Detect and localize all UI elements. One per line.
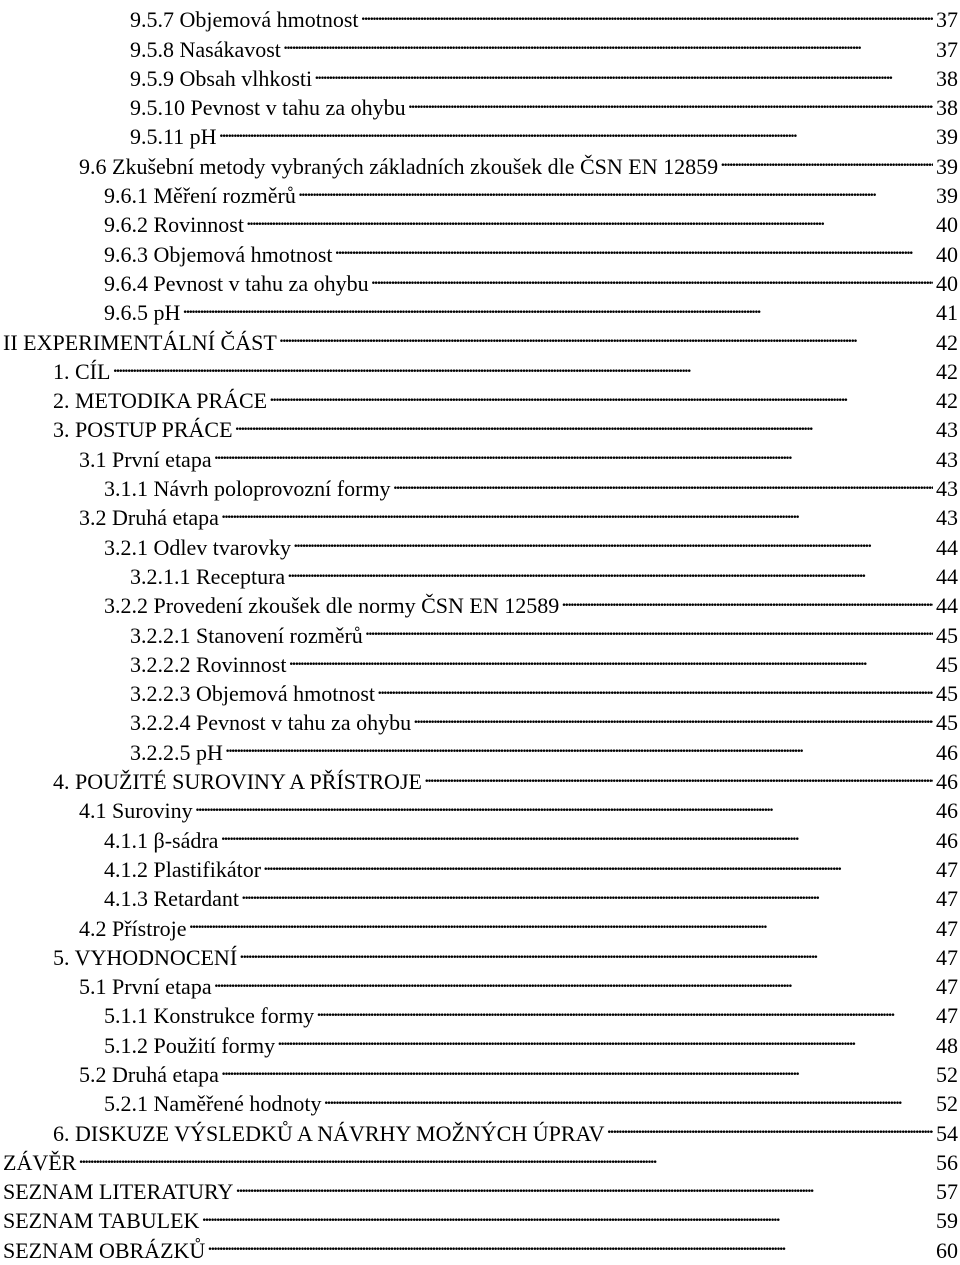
toc-dot-leader: [283, 27, 933, 56]
toc-entry-page-number: 44: [936, 563, 958, 589]
toc-entry-label: SEZNAM TABULEK: [3, 1208, 200, 1234]
toc-dot-leader: [221, 496, 933, 525]
toc-entry-page-number: 57: [936, 1179, 958, 1205]
toc-entry-label: 9.6.2 Rovinnost: [104, 212, 244, 238]
toc-dot-leader: [279, 320, 933, 349]
toc-dot-leader: [277, 1023, 933, 1052]
toc-entry-page-number: 37: [936, 36, 958, 62]
toc-entry-label: 4.1 Suroviny: [79, 798, 193, 824]
toc-dot-leader: [293, 525, 933, 554]
toc-dot-leader: [606, 1111, 933, 1140]
toc-entry-label: 3.2.2.2 Rovinnost: [130, 651, 287, 677]
toc-dot-leader: [288, 643, 933, 672]
toc-entry-page-number: 39: [936, 124, 958, 150]
toc-entry-page-number: 42: [936, 329, 958, 355]
toc-entry[interactable]: [0, 379, 960, 414]
toc-entry-page-number: 39: [936, 183, 958, 209]
toc-entry-page-number: 46: [936, 739, 958, 765]
toc-entry-label: 3. POSTUP PRÁCE: [53, 417, 233, 443]
toc-entry-label: 3.2 Druhá etapa: [79, 505, 219, 531]
toc-entry-label: 5. VYHODNOCENÍ: [53, 944, 238, 970]
toc-entry-page-number: 42: [936, 358, 958, 384]
toc-dot-leader: [246, 203, 933, 232]
toc-dot-leader: [221, 1053, 933, 1082]
toc-entry-label: 3.2.2.1 Stanovení rozměrů: [130, 622, 363, 648]
toc-dot-leader: [263, 848, 933, 877]
toc-dot-leader: [182, 291, 933, 320]
toc-entry-label: 6. DISKUZE VÝSLEDKŮ A NÁVRHY MOŽNÝCH ÚPRAV: [53, 1120, 605, 1146]
toc-entry-label: 9.5.9 Obsah vlhkosti: [130, 65, 313, 91]
toc-dot-leader: [207, 1228, 933, 1257]
toc-entry-label: 3.2.2.5 pH: [130, 739, 223, 765]
toc-dot-leader: [220, 818, 933, 847]
toc-entry-page-number: 46: [936, 769, 958, 795]
toc-entry-label: 9.5.7 Objemová hmotnost: [130, 7, 359, 33]
toc-dot-leader: [287, 555, 933, 584]
toc-dot-leader: [377, 672, 933, 701]
toc-entry-label: 9.6.1 Měření rozměrů: [104, 183, 296, 209]
toc-entry-label: 3.2.2.3 Objemová hmotnost: [130, 681, 376, 707]
toc-entry-label: SEZNAM LITERATURY: [3, 1179, 234, 1205]
toc-entry-page-number: 56: [936, 1149, 958, 1175]
toc-entry[interactable]: [0, 1141, 960, 1175]
toc-entry-page-number: 38: [936, 65, 958, 91]
toc-entry-label: 9.6 Zkušební metody vybraných základních zkoušek dle ČSN EN 12859: [79, 153, 719, 179]
toc-dot-leader: [239, 936, 933, 965]
toc-dot-leader: [365, 613, 933, 642]
toc-entry-label: 9.5.10 Pevnost v tahu za ohybu: [130, 95, 406, 121]
toc-entry-page-number: 42: [936, 388, 958, 414]
toc-entry-label: ZÁVĚR: [3, 1149, 77, 1175]
toc-entry-page-number: 47: [936, 856, 958, 882]
toc-entry-page-number: 46: [936, 827, 958, 853]
toc-entry-label: 3.1.1 Návrh poloprovozní formy: [104, 476, 391, 502]
toc-dot-leader: [316, 994, 933, 1023]
toc-entry-label: 4.2 Přístroje: [79, 915, 187, 941]
toc-entry-page-number: 48: [936, 1032, 958, 1058]
toc-entry-label: 3.2.2.4 Pevnost v tahu za ohybu: [130, 710, 412, 736]
toc-dot-leader: [361, 0, 933, 27]
toc-dot-leader: [78, 1141, 933, 1170]
toc-dot-leader: [314, 57, 933, 86]
toc-entry-page-number: 45: [936, 710, 958, 736]
toc-entry-page-number: 59: [936, 1208, 958, 1234]
toc-entry-page-number: 43: [936, 476, 958, 502]
toc-entry-page-number: 40: [936, 212, 958, 238]
toc-entry-label: 2. METODIKA PRÁCE: [53, 388, 268, 414]
toc-entry-page-number: 47: [936, 974, 958, 1000]
toc-entry-page-number: 44: [936, 593, 958, 619]
toc-entry-page-number: 47: [936, 886, 958, 912]
toc-entry-label: 3.1 První etapa: [79, 446, 212, 472]
toc-entry-page-number: 40: [936, 241, 958, 267]
toc-dot-leader: [201, 1199, 933, 1228]
toc-entry-label: 5.2 Druhá etapa: [79, 1061, 219, 1087]
toc-entry-label: 9.6.4 Pevnost v tahu za ohybu: [104, 270, 369, 296]
toc-dot-leader: [235, 1170, 933, 1199]
toc-entry-page-number: 47: [936, 1003, 958, 1029]
toc-entry-label: 3.2.2 Provedení zkoušek dle normy ČSN EN 12589: [104, 593, 560, 619]
toc-dot-leader: [241, 877, 933, 906]
toc-entry-label: 9.6.3 Objemová hmotnost: [104, 241, 333, 267]
toc-entry-page-number: 45: [936, 651, 958, 677]
toc-entry-label: SEZNAM OBRÁZKŮ: [3, 1237, 206, 1263]
toc-dot-leader: [324, 1082, 934, 1111]
toc-entry[interactable]: [0, 0, 960, 33]
toc-dot-leader: [225, 730, 933, 759]
toc-entry-page-number: 45: [936, 681, 958, 707]
toc-entry-label: 1. CÍL: [53, 358, 111, 384]
toc-entry-label: 4.1.2 Plastifikátor: [104, 856, 262, 882]
toc-dot-leader: [214, 965, 933, 994]
toc-dot-leader: [413, 701, 933, 730]
toc-entry-page-number: 43: [936, 446, 958, 472]
toc-dot-leader: [561, 584, 933, 613]
toc-entry-page-number: 46: [936, 798, 958, 824]
toc-entry-label: 5.1.2 Použití formy: [104, 1032, 276, 1058]
toc-entry-page-number: 44: [936, 534, 958, 560]
toc-entry-page-number: 37: [936, 7, 958, 33]
toc-dot-leader: [195, 789, 933, 818]
toc-entry-page-number: 47: [936, 915, 958, 941]
toc-entry-label: 4.1.1 β-sádra: [104, 827, 219, 853]
toc-dot-leader: [214, 437, 933, 466]
toc-entry-label: 3.2.1.1 Receptura: [130, 563, 286, 589]
toc-dot-leader: [298, 174, 933, 203]
toc-entry-label: 4. POUŽITÉ SUROVINY A PŘÍSTROJE: [53, 769, 422, 795]
toc-dot-leader: [335, 232, 933, 261]
toc-entry-label: 5.1.1 Konstrukce formy: [104, 1003, 315, 1029]
toc-dot-leader: [189, 906, 933, 935]
toc-entry[interactable]: [0, 350, 960, 384]
toc-entry-label: 9.6.5 pH: [104, 300, 181, 326]
toc-dot-leader: [720, 144, 933, 173]
toc-entry-label: II EXPERIMENTÁLNÍ ČÁST: [3, 329, 277, 355]
toc-dot-leader: [269, 379, 933, 408]
toc-dot-leader: [371, 262, 933, 291]
toc-entry-label: 9.5.11 pH: [130, 124, 217, 150]
toc-dot-leader: [112, 350, 933, 379]
toc-entry-label: 5.1 První etapa: [79, 974, 212, 1000]
toc-entry-page-number: 60: [936, 1237, 958, 1263]
toc-entry[interactable]: [0, 1170, 960, 1205]
toc-entry-page-number: 41: [936, 300, 958, 326]
toc-entry-label: 4.1.3 Retardant: [104, 886, 240, 912]
toc-entry-page-number: 43: [936, 505, 958, 531]
toc-entry-page-number: 52: [936, 1091, 958, 1117]
toc-entry-page-number: 39: [936, 153, 958, 179]
toc-entry-page-number: 45: [936, 622, 958, 648]
toc-dot-leader: [424, 760, 933, 789]
toc-entry-page-number: 40: [936, 270, 958, 296]
toc-entry-page-number: 43: [936, 417, 958, 443]
toc-dot-leader: [408, 86, 933, 115]
toc-entry-label: 9.5.8 Nasákavost: [130, 36, 281, 62]
toc-dot-leader: [219, 115, 933, 144]
toc-entry-page-number: 38: [936, 95, 958, 121]
toc-entry-page-number: 47: [936, 944, 958, 970]
toc-dot-leader: [235, 408, 933, 437]
toc-entry-label: 3.2.1 Odlev tvarovky: [104, 534, 291, 560]
toc-entry-page-number: 54: [936, 1120, 958, 1146]
toc-entry-label: 5.2.1 Naměřené hodnoty: [104, 1091, 322, 1117]
toc-entry-page-number: 52: [936, 1061, 958, 1087]
toc-dot-leader: [393, 467, 933, 496]
